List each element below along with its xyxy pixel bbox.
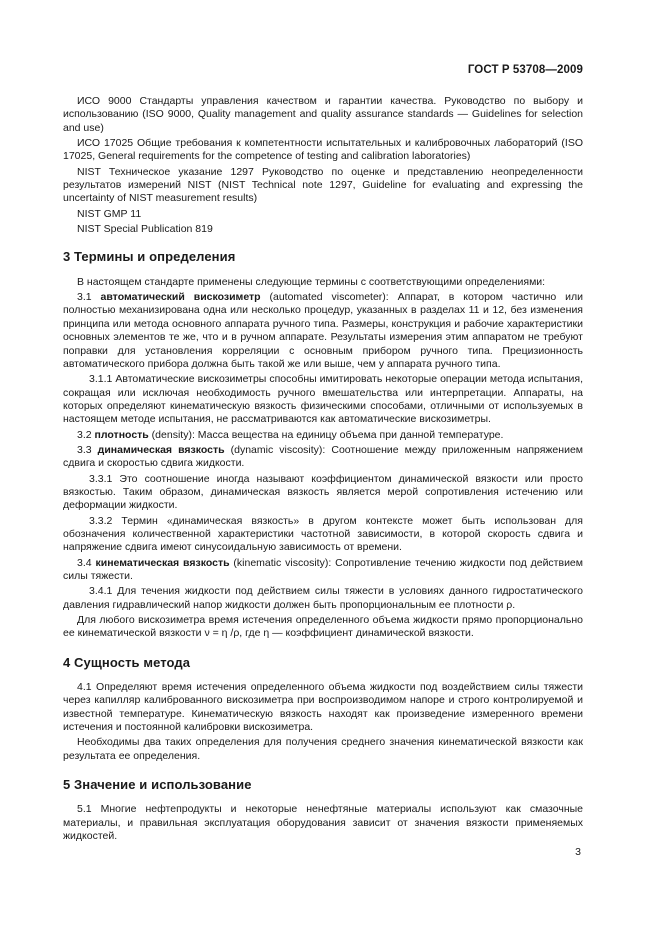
term-name: плотность: [94, 428, 149, 441]
section-5-heading: 5 Значение и использование: [63, 777, 252, 793]
term-3-4: [63, 557, 583, 584]
term-3-3-1: 3.3.1 Это соотношение иногда называют коэффициентом динамической вязкости или просто вязкостью. Таким образом, динамическая вязкость является мерой сопротивления истечению или деформации жидкости.: [63, 472, 583, 512]
reference-item: NIST GMP 11: [77, 207, 142, 220]
term-definition: (dynamic viscosity): Соотношение между приложенным напряжением сдвига и скоростью сдвига жидкости.: [63, 443, 583, 470]
term-name: динамическая вязкость: [97, 443, 225, 456]
document-body: [63, 95, 583, 846]
term-3-3-2: 3.3.2 Термин «динамическая вязкость» в другом контексте может быть использован для обозначения количественной характеристики частотной зависимости, в которой скорость сдвига и напряжение сдвига имеют синусоидальную зависимость от времени.: [63, 514, 583, 554]
section-4-paragraph: 4.1 Определяют время истечения определенного объема жидкости под воздействием силы тяжести через капилляр калиброванного вискозиметра при воспроизводимом напоре и строго контролируемой и известной температуре. Кинематическую вязкость находят как произведение измеренного времени истечения и постоянной калибровки вискозиметра.: [63, 681, 583, 734]
reference-item: ИСО 9000 Стандарты управления качеством и гарантии качества. Руководство по выбору и использованию (ISO 9000, Quality management and quality assurance standards — Guidelines for selection and use): [63, 95, 583, 134]
section-5-paragraph: 5.1 Многие нефтепродукты и некоторые ненефтяные материалы используют как смазочные материалы, и правильная эксплуатация оборудования зависит от значения вязкости применяемых жидкостей.: [63, 803, 583, 843]
section-4-heading: 4 Сущность метода: [63, 654, 191, 670]
section-3-intro: В настоящем стандарте применены следующие термины с соответствующими определениями:: [77, 275, 546, 288]
reference-item: ИСО 17025 Общие требования к компетентности испытательных и калибровочных лабораторий (ISO 17025, General requirements for the competence of testing and calibration laboratories): [63, 137, 583, 163]
term-number: 3.4: [77, 556, 92, 569]
term-number: 3.1: [77, 291, 92, 304]
term-3-4-note: Для любого вискозиметра время истечения определенного объема жидкости прямо пропорционально ее кинематической вязкости ν = η /ρ, где η — коэффициент динамической вязкости.: [63, 614, 583, 640]
term-name: автоматический вискозиметр: [100, 291, 261, 304]
term-definition: (kinematic viscosity): Сопротивление течению жидкости под действием силы тяжести.: [63, 556, 583, 582]
term-3-1-1: 3.1.1 Автоматические вискозиметры способны имитировать некоторые операции метода испытания, сокращая или исключая необходимость ручного вмешательства или интерпретации. Аппараты, на которых определяют кинематическую вязкость физическими способами, отличными от используемых в настоящем методе испытания, не рассматриваются как автоматические вискозиметры.: [63, 373, 583, 426]
section-3-heading: 3 Термины и определения: [63, 249, 236, 265]
term-3-2: [63, 429, 583, 442]
term-number: 3.2: [77, 428, 92, 441]
term-3-1: [63, 291, 583, 371]
term-number: 3.3: [77, 443, 92, 456]
document-id-header: ГОСТ Р 53708—2009: [467, 64, 583, 76]
section-4-paragraph: Необходимы два таких определения для получения среднего значения кинематической вязкости как результата ее определения.: [63, 736, 583, 762]
term-definition: (automated viscometer): Аппарат, в котором частично или полностью механизирована одна или несколько процедур, указанных в разделах 11 и 12, без изменения принципа или метода основного аппарата ручного типа. Размеры, конструкция и рабочие характеристики основных элементов те же, что и в ручном аппарате. Результаты измерения этим аппаратом не требуют поправки для установления корреляции с основным прибором ручного типа. Прецизионность автоматического прибора должна быть такой же или выше, чем у аппарата ручного типа.: [63, 291, 584, 370]
term-definition: (density): Масса вещества на единицу объема при данной температуре.: [148, 428, 504, 441]
reference-item: NIST Техническое указание 1297 Руководство по оценке и представлению неопределенности результатов измерений NIST (NIST Technical note 1297, Guideline for evaluating and expressing the uncertainty of NIST measurement results): [63, 165, 583, 205]
reference-item: NIST Special Publication 819: [77, 223, 213, 236]
term-name: кинематическая вязкость: [95, 556, 230, 569]
term-3-3: [63, 444, 583, 471]
term-3-4-1: 3.4.1 Для течения жидкости под действием силы тяжести в условиях данного гидростатического давления гидравлический напор жидкости должен быть пропорциональным ее плотности ρ.: [63, 585, 583, 611]
page-number: 3: [575, 846, 581, 858]
